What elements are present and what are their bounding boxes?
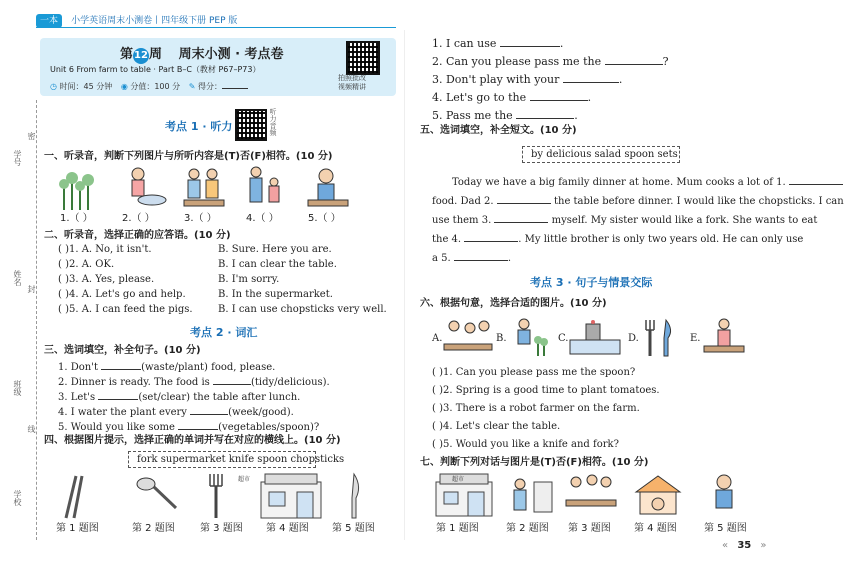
q4-blank-4[interactable] xyxy=(530,90,588,101)
q2-option-4b: B. In the supermarket. xyxy=(218,289,333,300)
q6-item-5[interactable]: ( )5. Would you like a knife and fork? xyxy=(432,439,619,450)
boy-eating-picture xyxy=(308,169,348,206)
score-icon: ◉ xyxy=(120,82,128,91)
q6-item-1[interactable]: ( )1. Can you please pass me the spoon? xyxy=(432,367,636,378)
q7-farm-picture xyxy=(636,476,680,514)
side-label-school: 学校 xyxy=(13,490,22,506)
q3-title: 三、选词填空，补全句子。(10 分) xyxy=(44,345,201,356)
q1-answer-5[interactable]: 5.（ ） xyxy=(308,213,341,224)
side-label-class: 班级 xyxy=(13,380,22,396)
chopsticks-picture xyxy=(66,476,82,518)
q6-item-3[interactable]: ( )3. There is a robot farmer on the farm. xyxy=(432,403,640,414)
q4-blank-1[interactable] xyxy=(500,36,560,47)
q3-blank-5[interactable] xyxy=(178,419,218,430)
header-rule xyxy=(36,27,396,28)
q1-answer-1[interactable]: 1.（ ） xyxy=(60,213,93,224)
side-label-secret: 密 xyxy=(27,132,36,140)
q4-sentence-4: 4. Let's go to the . xyxy=(432,91,592,104)
q6-letter-e: E. xyxy=(690,333,701,344)
plants-picture xyxy=(59,172,94,210)
listening-qr-caption: 听力音频 xyxy=(269,108,277,136)
q2-item-5[interactable]: ( )5. A. I can feed the pigs. xyxy=(58,304,193,315)
q6-title: 六、根据句意，选择合适的图片。(10 分) xyxy=(420,298,607,309)
q4-caption-2: 第 2 题图 xyxy=(132,523,175,534)
q6-letter-b: B. xyxy=(496,333,507,344)
header-bar xyxy=(36,8,366,26)
q4-sentence-3: 3. Don't play with your . xyxy=(432,73,623,86)
page-gutter xyxy=(404,30,405,540)
q2-option-5b: B. I can use chopsticks very well. xyxy=(218,304,387,315)
q7-caption-3: 第 3 题图 xyxy=(568,523,611,534)
q2-item-3[interactable]: ( )3. A. Yes, please. xyxy=(58,274,155,285)
banner-title: 周末小测 · 考点卷 xyxy=(178,47,284,62)
q7-pictures xyxy=(436,472,756,518)
q1-answer-4[interactable]: 4.（ ） xyxy=(246,213,279,224)
q4-caption-5: 第 5 题图 xyxy=(332,523,375,534)
side-label-line: 线 xyxy=(27,425,36,433)
kaodian-3-title: 考点 3 · 句子与情景交际 xyxy=(530,276,653,289)
q4-pictures xyxy=(56,472,376,520)
q2-item-2[interactable]: ( )2. A. OK. xyxy=(58,259,115,270)
q2-item-1[interactable]: ( )1. A. No, it isn't. xyxy=(58,244,152,255)
q1-illustrations xyxy=(58,166,358,212)
q4-sentence-5: 5. Pass me the . xyxy=(432,109,578,122)
page-number: 35 xyxy=(737,540,752,551)
q3-item-4: 4. I water the plant every (week/good). xyxy=(58,404,294,419)
qr-caption: 拍照批改 视频精讲 xyxy=(338,74,366,91)
q4-illustrations xyxy=(56,472,376,520)
q5-blank-5[interactable] xyxy=(454,250,508,261)
q7-caption-2: 第 2 题图 xyxy=(506,523,549,534)
q4-sentence-2: 2. Can you please pass me the ? xyxy=(432,55,669,68)
q3-item-2: 2. Dinner is ready. The food is (tidy/delicious). xyxy=(58,374,330,389)
q3-blank-3[interactable] xyxy=(98,389,138,400)
q4-caption-1: 第 1 题图 xyxy=(56,523,99,534)
q5-line-2: food. Dad 2. the table before dinner. I would like the chopsticks. I can xyxy=(432,193,844,208)
listening-qr-icon[interactable] xyxy=(235,109,267,141)
kaodian-1-title: 考点 1 · 听力 xyxy=(165,120,233,133)
q5-blank-4[interactable] xyxy=(464,231,518,242)
unit-line: Unit 6 From farm to table · Part B–C（教材 P67–P73） xyxy=(50,65,261,74)
spoon-picture xyxy=(137,478,176,508)
q7-caption-1: 第 1 题图 xyxy=(436,523,479,534)
q7-caption-4: 第 4 题图 xyxy=(634,523,677,534)
q4-blank-2[interactable] xyxy=(605,54,663,65)
q7-caption-5: 第 5 题图 xyxy=(704,523,747,534)
q2-title: 二、听录音，选择正确的应答语。(10 分) xyxy=(44,230,231,241)
clock-icon: ◷ xyxy=(50,82,57,91)
knife-picture xyxy=(352,474,359,518)
q1-answer-3[interactable]: 3.（ ） xyxy=(184,213,217,224)
q2-option-3b: B. I'm sorry. xyxy=(218,274,280,285)
q4-title: 四、根据图片提示，选择正确的单词并写在对应的横线上。(10 分) xyxy=(44,435,341,446)
week-badge: 12 xyxy=(133,48,149,64)
week-title: 第12周 周末小测 · 考点卷 xyxy=(120,47,284,62)
q3-item-1: 1. Don't (waste/plant) food, please. xyxy=(58,359,275,374)
q6-item-4[interactable]: ( )4. Let's clear the table. xyxy=(432,421,561,432)
q6-letter-d: D. xyxy=(628,333,639,344)
family-picture xyxy=(184,169,224,206)
clear-table-picture xyxy=(704,319,744,352)
side-label-name: 姓名 xyxy=(13,270,22,286)
q3-item-3: 3. Let's (set/clear) the table after lunch. xyxy=(58,389,300,404)
family-table-picture xyxy=(444,321,492,350)
q5-line-4: the 4. . My little brother is only two years old. He can only use xyxy=(432,231,803,246)
qr-code-icon[interactable] xyxy=(346,41,380,75)
q7-boy-picture xyxy=(716,475,732,508)
planting-picture xyxy=(518,319,548,356)
q5-title: 五、选词填空，补全短文。(10 分) xyxy=(420,125,577,136)
mother-child-picture xyxy=(250,167,279,202)
q7-people-picture xyxy=(514,479,552,512)
kaodian-2-title: 考点 2 · 词汇 xyxy=(190,326,258,339)
robot-farm-picture xyxy=(570,320,620,354)
side-label-seal: 封 xyxy=(27,285,36,293)
next-page-icon[interactable]: » xyxy=(760,540,767,551)
book-title: 小学英语周末小测卷丨四年级下册 PEP 版 xyxy=(71,16,238,26)
q4-blank-5[interactable] xyxy=(516,108,574,119)
q7-title: 七、判断下列对话与图片是(T)否(F)相符。(10 分) xyxy=(420,457,649,468)
supermarket-picture xyxy=(261,474,321,518)
q5-line-3: use them 3. myself. My sister would like a fork. She wants to eat xyxy=(432,212,817,227)
side-label-student-id: 学号 xyxy=(13,150,22,166)
q7-shop-sign: 超市 xyxy=(452,476,465,483)
q1-pictures xyxy=(58,166,358,212)
q6-item-2[interactable]: ( )2. Spring is a good time to plant tomatoes. xyxy=(432,385,660,396)
q4-caption-3: 第 3 题图 xyxy=(200,523,243,534)
q4-caption-4: 第 4 题图 xyxy=(266,523,309,534)
q6-illustrations xyxy=(432,316,772,360)
q2-option-2b: B. I can clear the table. xyxy=(218,259,337,270)
q1-answer-2[interactable]: 2.（ ） xyxy=(122,213,155,224)
fork-picture xyxy=(210,474,222,518)
q1-title: 一、听录音，判断下列图片与所听内容是(T)否(F)相符。(10 分) xyxy=(44,151,333,162)
q5-blank-3[interactable] xyxy=(494,212,548,223)
prev-page-icon[interactable]: « xyxy=(722,540,729,551)
q2-option-1b: B. Sure. Here you are. xyxy=(218,244,332,255)
q5-line-1: Today we have a big family dinner at home. Mum cooks a lot of 1. xyxy=(452,174,843,189)
q5-blank-1[interactable] xyxy=(789,174,843,185)
page-footer xyxy=(722,540,767,551)
q5-line-5: a 5. . xyxy=(432,250,511,265)
q4-blank-3[interactable] xyxy=(563,72,619,83)
q7-illustrations xyxy=(436,472,756,518)
q4-sentence-1: 1. I can use . xyxy=(432,37,564,50)
brand-tag: 一本 xyxy=(36,14,62,28)
q6-letter-a: A. xyxy=(432,333,443,344)
q4-shop-sign: 超市 xyxy=(238,476,251,483)
pen-icon: ✎ xyxy=(188,82,196,91)
knife-fork-picture xyxy=(646,320,671,356)
meta-line: ◷ 时间：45 分钟 ◉ 分值：100 分 ✎ 得分： xyxy=(50,78,248,92)
cooking-picture xyxy=(132,168,166,205)
q7-dinner-picture xyxy=(566,475,616,506)
q6-letter-c: C. xyxy=(558,333,569,344)
q2-item-4[interactable]: ( )4. A. Let's go and help. xyxy=(58,289,186,300)
title-banner xyxy=(40,38,396,96)
q6-pictures xyxy=(432,316,772,360)
q3-blank-2[interactable] xyxy=(213,374,251,385)
q4-word-box: fork supermarket knife spoon chopsticks xyxy=(128,451,316,468)
q5-word-box: by delicious salad spoon sets xyxy=(522,146,680,163)
q5-blank-2[interactable] xyxy=(497,193,551,204)
q3-blank-1[interactable] xyxy=(101,359,141,370)
q3-blank-4[interactable] xyxy=(190,404,228,415)
q3-item-5: 5. Would you like some (vegetables/spoon)? xyxy=(58,419,319,434)
binding-line xyxy=(36,100,37,540)
